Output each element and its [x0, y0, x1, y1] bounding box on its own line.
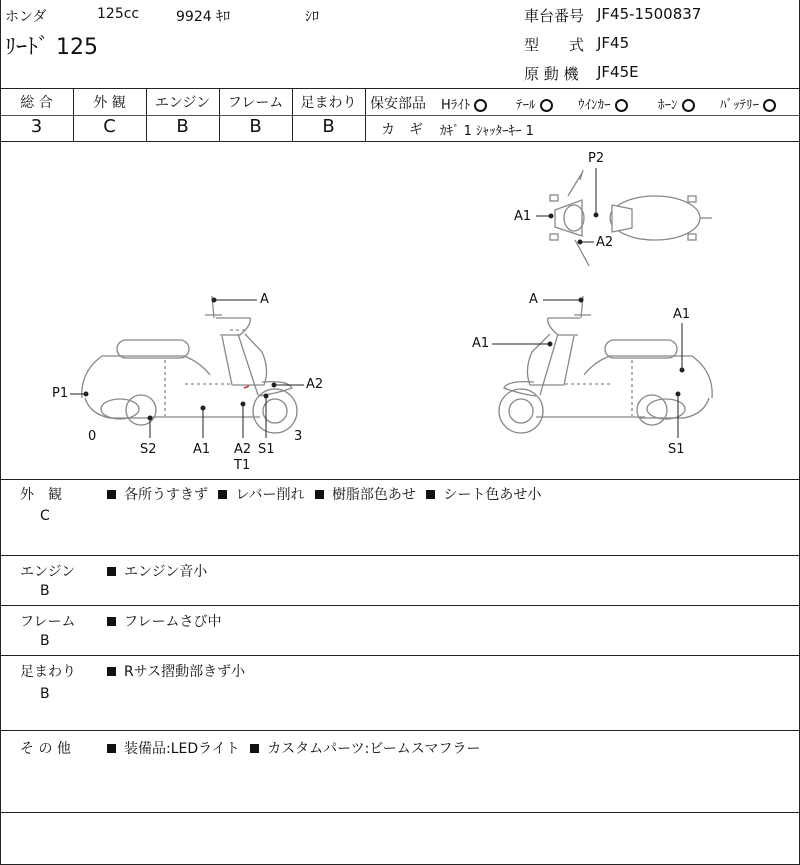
damage-label: T1: [234, 458, 251, 473]
bullet-icon: [218, 490, 227, 499]
scooter-left-view: [82, 296, 297, 433]
grade-frame: B: [249, 116, 262, 137]
damage-label: S2: [140, 442, 157, 457]
section-items-frame: フレームさび中: [107, 611, 221, 631]
bullet-icon: [426, 490, 435, 499]
damage-label: P1: [52, 386, 69, 401]
damage-label: S1: [668, 442, 685, 457]
safety-winker: ｳｲﾝｶｰ: [578, 94, 628, 113]
grade-header-overall: 総 合: [20, 95, 53, 111]
section-items-engine: エンジン音小: [107, 561, 207, 581]
frame-no-label: 車台番号: [524, 7, 585, 25]
damage-label: A1: [472, 336, 490, 351]
damage-label: A: [260, 292, 269, 307]
grade-suspension: B: [322, 116, 335, 137]
safety-battery: ﾊﾞｯﾃﾘｰ: [720, 94, 776, 113]
safety-label: 保安部品: [370, 96, 426, 112]
damage-label: A1: [514, 209, 532, 224]
section-title-suspension: 足まわり: [20, 664, 76, 680]
damage-label: A2: [596, 235, 614, 250]
engine-value: JF45E: [597, 63, 639, 81]
section-grade-frame: B: [40, 633, 50, 649]
grade-overall: 3: [30, 116, 43, 137]
bullet-icon: [107, 667, 116, 676]
bullet-icon: [250, 744, 259, 753]
section-grade-engine: B: [40, 583, 50, 599]
grade-header-suspension: 足まわり: [300, 95, 357, 111]
damage-label: A1: [193, 442, 211, 457]
section-title-exterior: 外 観: [20, 487, 62, 503]
section-title-frame: フレーム: [20, 614, 76, 630]
section-items-exterior: 各所うすきず レバー削れ 樹脂部色あせ シート色あせ小: [107, 484, 541, 504]
safety-tail: ﾃｰﾙ: [516, 94, 553, 113]
frame-no: JF45-1500837: [597, 5, 702, 23]
bullet-icon: [107, 744, 116, 753]
section-items-suspension: Rサス摺動部きず小: [107, 661, 245, 681]
accent-mark: [244, 386, 249, 388]
type-label: 型 式: [524, 36, 585, 54]
safety-horn: ﾎｰﾝ: [658, 94, 695, 113]
scooter-top-view: [550, 170, 712, 266]
damage-label: A1: [673, 307, 691, 322]
bullet-icon: [107, 617, 116, 626]
grade-header-frame: フレーム: [227, 95, 284, 111]
model-name: ﾘｰﾄﾞ 125: [5, 35, 98, 60]
section-items-other: 装備品:LEDライト カスタムパーツ:ビームスマフラー: [107, 738, 481, 758]
damage-label: P2: [588, 151, 605, 166]
key-value: ｶｷﾞ 1 ｼｬｯﾀｰｷｰ 1: [440, 124, 534, 139]
bullet-icon: [107, 567, 116, 576]
damage-label: A2: [234, 442, 252, 457]
mileage: 9924 ｷﾛ: [176, 9, 231, 25]
body-color: ｼﾛ: [305, 9, 319, 25]
displacement: 125cc: [97, 6, 140, 22]
section-title-engine: エンジン: [20, 564, 76, 580]
section-title-other: そ の 他: [20, 741, 71, 757]
grade-engine: B: [176, 116, 189, 137]
maker: ホンダ: [5, 9, 47, 25]
engine-label: 原 動 機: [524, 65, 579, 83]
damage-label: A: [529, 292, 538, 307]
section-grade-suspension: B: [40, 686, 50, 702]
damage-label: 3: [294, 429, 303, 444]
damage-label: 0: [88, 429, 97, 444]
key-label: カ ギ: [381, 122, 423, 138]
damage-label: S1: [258, 442, 275, 457]
bullet-icon: [107, 490, 116, 499]
type-value: JF45: [597, 34, 630, 52]
grade-header-exterior: 外 観: [93, 95, 126, 111]
section-grade-exterior: C: [40, 508, 50, 524]
grade-exterior: C: [103, 116, 116, 137]
damage-label: A2: [306, 377, 324, 392]
grade-header-engine: エンジン: [154, 95, 211, 111]
bullet-icon: [315, 490, 324, 499]
safety-headlight: Hﾗｲﾄ: [441, 94, 487, 113]
